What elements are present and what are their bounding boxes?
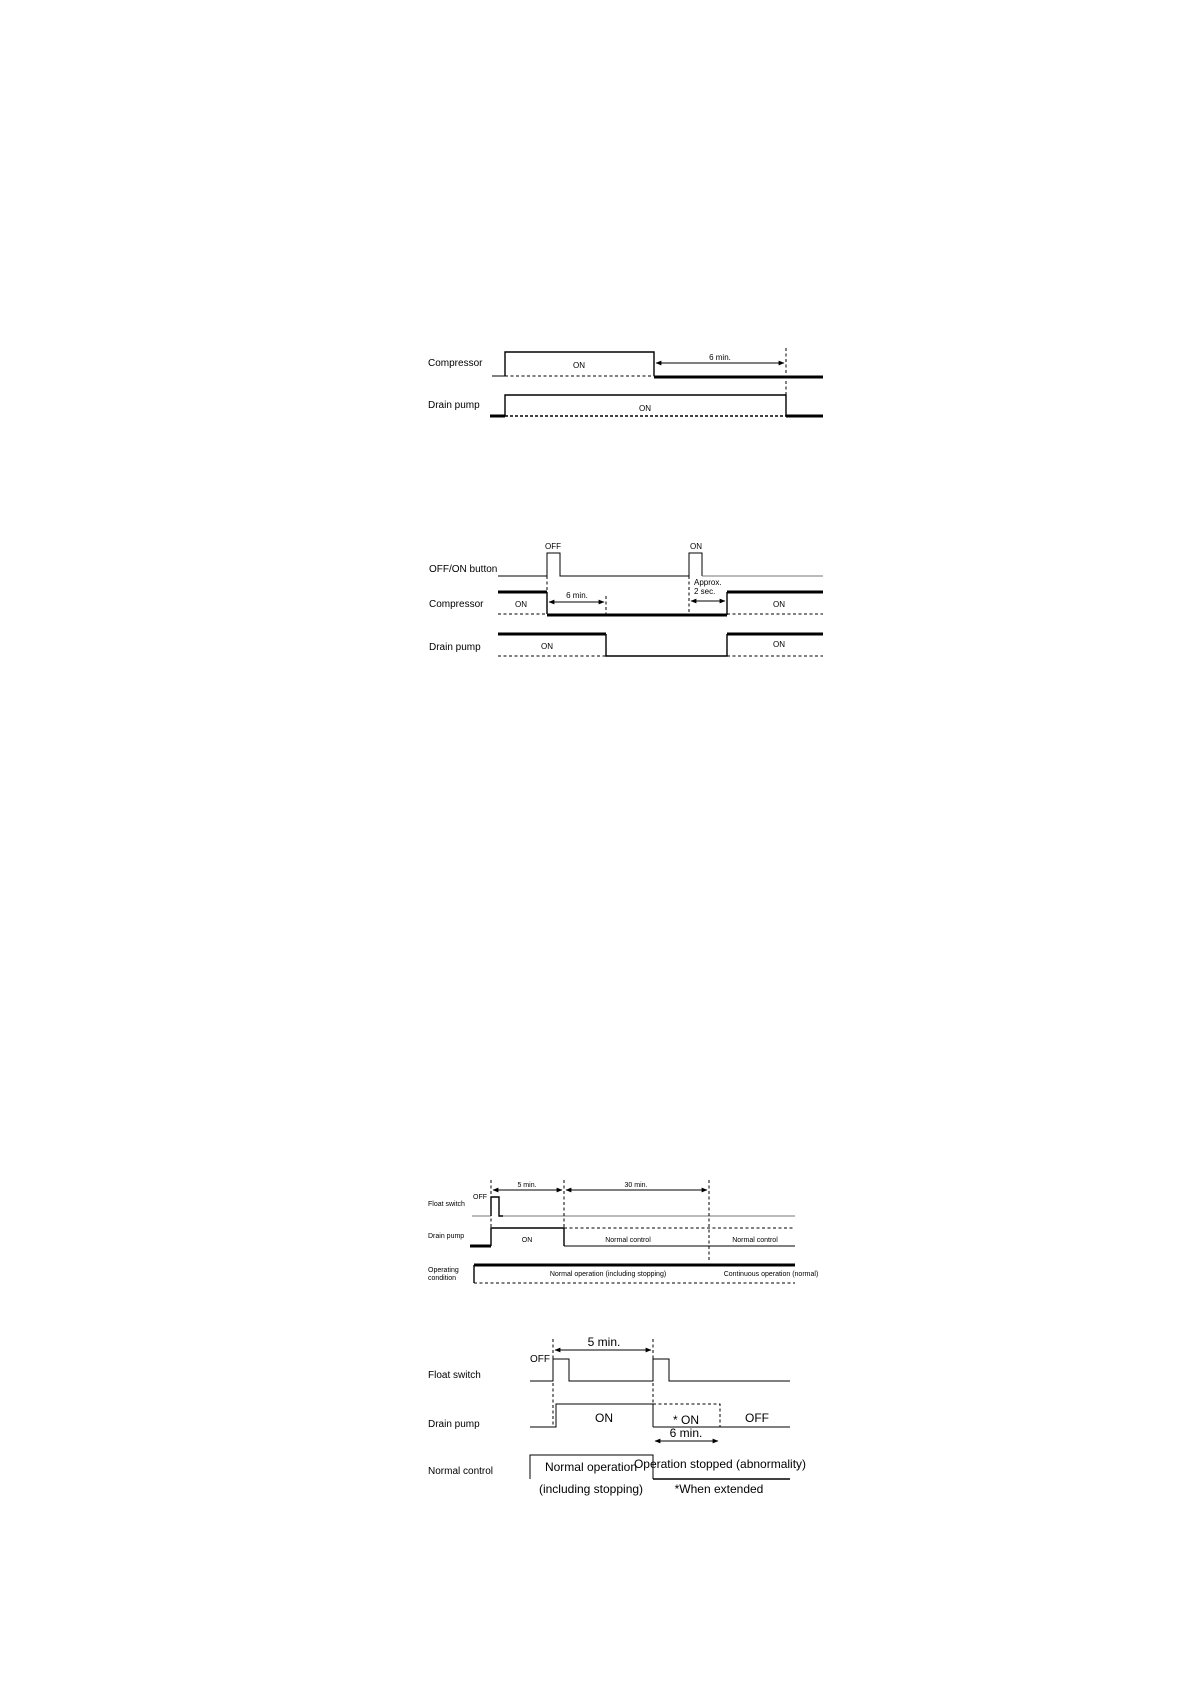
off-text: OFF [473, 1194, 487, 1201]
button-signal [498, 553, 702, 576]
float-switch-abnormal-timing-diagram [428, 1335, 806, 1496]
drain-pump-label: Drain pump [428, 1233, 465, 1240]
drain-pump-off-text: OFF [745, 1411, 769, 1425]
normal-control-text-1: Normal control [605, 1237, 651, 1244]
extended-on-text: * ON [672, 1413, 700, 1427]
interval2-text: 30 min. [624, 1182, 648, 1189]
on-pulse-text: ON [690, 542, 702, 551]
compressor-on-before-text: ON [515, 600, 527, 609]
drain-pump-label: Drain pump [428, 400, 480, 411]
normal-control-label: Normal control [428, 1466, 494, 1477]
compressor-on-text: ON [573, 361, 585, 370]
delay-text-line1: Approx. [694, 578, 722, 587]
float-switch-off-pulse [491, 1197, 503, 1216]
compressor-stop-timing-diagram [428, 348, 823, 416]
drain-pump-label: Drain pump [429, 642, 481, 653]
interval2-text: 6 min. [669, 1426, 703, 1440]
float-switch-label: Float switch [428, 1201, 465, 1208]
normal-control-text-2: Normal control [732, 1237, 778, 1244]
drain-pump-on-text: ON [639, 404, 651, 413]
drain-pump-label: Drain pump [428, 1419, 480, 1430]
off-pulse-text: OFF [545, 542, 561, 551]
drain-pump-on-text: ON [521, 1237, 533, 1244]
drain-pump-on-pulse [530, 1404, 653, 1427]
compressor-on-after-text: ON [773, 600, 785, 609]
off-on-button-timing-diagram [429, 542, 823, 656]
float-switch-normal-timing-diagram [428, 1180, 818, 1283]
operating-label-line2: condition [428, 1275, 457, 1282]
float-switch-label: Float switch [428, 1370, 481, 1381]
operation-stopped-text: Operation stopped (abnormality) [633, 1457, 807, 1471]
delay-text-line2: 2 sec. [694, 587, 716, 596]
compressor-label: Compressor [429, 599, 484, 610]
operating-label-line1: Operating [428, 1267, 459, 1274]
off-text: OFF [530, 1354, 550, 1365]
drain-pump-on-before-text: ON [541, 642, 553, 651]
when-extended-text: *When extended [674, 1482, 764, 1496]
drain-pump-on-after-text: ON [773, 640, 785, 649]
interval-text: 6 min. [709, 353, 731, 362]
compressor-label: Compressor [428, 358, 483, 369]
normal-operation-text: Normal operation [544, 1460, 638, 1474]
off-on-button-label: OFF/ON button [429, 564, 498, 575]
including-stopping-text: (including stopping) [538, 1482, 644, 1496]
drain-pump-off-segment [606, 634, 727, 656]
continuous-operation-text: Continuous operation (normal) [723, 1271, 819, 1278]
float-switch-signal [530, 1359, 790, 1381]
interval1-text: 5 min. [517, 1182, 537, 1189]
interval-text: 6 min. [566, 591, 588, 600]
normal-operation-text: Normal operation (including stopping) [549, 1271, 667, 1278]
interval1-text: 5 min. [587, 1335, 621, 1349]
drain-pump-on-text: ON [595, 1411, 613, 1425]
